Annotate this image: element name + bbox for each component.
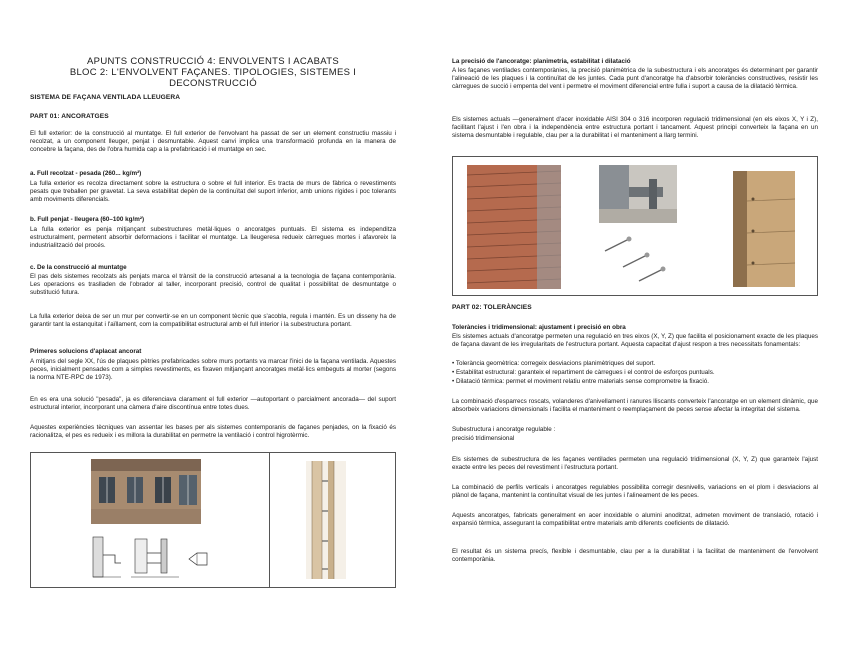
brick-facade-photo <box>467 165 561 289</box>
anchor-bolts-drawing <box>599 231 677 291</box>
paragraph-experiencies: Aquestes experiències tècniques van assentar les bases per als sistemes contemporanis de façanes penjades, on la fixació és racionalitza, el pes es redueix i es millora la durabilitat en permetre la ventilació i control higrotèrmic. <box>30 424 396 440</box>
anchor-detail-drawing-3 <box>187 549 211 569</box>
paragraph-component: La fulla exterior deixa de ser un mur per convertir-se en un component tècnic que s'acobla, regula i mantén. Es un disseny ha de garantir tant la estanquitat i l'aïllament, com la compatibilitat estructural amb el full interior i la subestructura portant. <box>30 313 396 329</box>
anchor-detail-drawing-1 <box>91 535 125 581</box>
subheading-primeres: Primeres solucions d'aplacat ancorat <box>30 348 142 355</box>
paragraph-pesada: En es era una solució "pesada", ja es diferenciava clarament el full exterior —autoportant o parcialment ancorada— del suport estructural interior, incorporant una càmera d'aire discontínua entre totes dues. <box>30 396 396 412</box>
paragraph-primeres: A mitjans del segle XX, l'ús de plaques pètries prefabricades sobre murs portants va marcar l'inici de la façana ventilada. Aquestes peces, inicialment pensades com a simples revestiments, es fixaven mitjançant ancoratges metàl·lics embeguts al morter (segons la norma NTE-RPC de 1973). <box>30 358 396 382</box>
figure-panel-right <box>452 156 818 296</box>
section-heading: SISTEMA DE FAÇANA VENTILADA LLEUGERA <box>30 94 181 101</box>
part2-heading: PART 02: TOLERÀNCIES <box>452 304 532 311</box>
bullet-3: • Dilatació tèrmica: permet el moviment relatiu entre materials sense comprometre la fixació. <box>452 378 709 385</box>
part-heading: PART 01: ANCORATGES <box>30 113 109 120</box>
figure-divider <box>269 453 270 587</box>
intro-paragraph: El full exterior: de la construcció al muntatge. El full exterior de l'envolvant ha passat de ser un element constructiu massiu i recolzat, a un component lleuger, penjat i desmuntable. Aquest canvi implica una transformació profunda en la manera de concebre la façana, des de l'obra humida cap a la prefabricació i el muntatge en sec. <box>30 130 396 154</box>
tolerancies-heading: Toleràncies i tridimensional: ajustament i precisió en obra <box>452 324 626 331</box>
sistemes-paragraph: Els sistemes actuals —generalment d'acer inoxidable AISI 304 o 316 incorporen regulació tridimensional (en els eixos X, Y i Z), facilitant l'ajust i l'en obra i la independència entre estructura portant i tancament. Aquest principi converteix la façana en un sistema desmuntable i regulable, clau per a la durabilitat i el manteniment a llarg termini. <box>452 116 818 140</box>
subheading-c: c. De la construcció al muntatge <box>30 264 127 271</box>
combinacio-paragraph: La combinació d'esparrecs roscats, volanderes d'anivellament i ranures lliscants converteix l'ancoratge en un element dinàmic, que absorbeix variacions dimensionals i facilita el manteniment o reemplaçament de peces sense afectar la integritat del sistema. <box>452 398 818 414</box>
ancoratges-paragraph: Aquests ancoratges, fabricats generalment en acer inoxidable o alumini anoditzat, admeten moviment de translació, rotació i expansió tèrmica, assegurant la compatibilitat entre materials amb diferents coeficients de dilatació. <box>452 512 818 528</box>
tolerancies-paragraph: Els sistemes actuals d'ancoratge permeten una regulació en tres eixos (X, Y, Z) que facilita el posicionament exacte de les plaques de façana davant de les irregularitats de l'estructura portant. Aquesta capacitat d'ajust respon a tres necessitats fonamentals: <box>452 333 818 349</box>
section-detail-drawing <box>306 461 346 579</box>
stone-cladding-photo <box>733 171 795 287</box>
document-subtitle: BLOC 2: L'ENVOLVENT FAÇANES. TIPOLOGIES, SISTEMES I DECONSTRUCCIÓ <box>69 67 357 89</box>
bullet-2: • Estabilitat estructural: garanteix el repartiment de càrregues i el control de esforços puntuals. <box>452 369 715 376</box>
metal-anchor-photo <box>599 165 677 223</box>
left-column <box>30 0 396 440</box>
precisio-paragraph: A les façanes ventilades contemporànies, la precisió planimètrica de la subestructura i els ancoratges és determinant per garantir l'alineació de les plaques i la continuïtat de les juntes. Cada punt d'ancoratge ha d'absorbir toleràncies constructives, resistir les càrregues de succió i empenta del vent i permetre el moviment diferencial entre fulla i suport a causa de la dilatació tèrmica. <box>452 67 818 91</box>
paragraph-a: La fulla exterior es recolza directament sobre la estructura o sobre el full interior. Es tracta de murs de fàbrica o revestiments pesats que treballen per gravetat. La seva estabilitat depèn de la continuïtat del suport inferior, amb unions rígides i poc tolerants amb moviments diferencials. <box>30 180 396 204</box>
subheading-b: b. Full penjat - lleugera (60–100 kg/m²) <box>30 216 145 223</box>
perfils-paragraph: La combinació de perfils verticals i ancoratges regulables possibilita corregir desnivells, variacions en el plom i desviacions al plànol de façana, mantenint la continuïtat visual de les juntes i l'alineament de les peces. <box>452 484 818 500</box>
document-title: APUNTS CONSTRUCCIÓ 4: ENVOLVENTS I ACABATS <box>87 56 339 67</box>
paragraph-b: La fulla exterior es penja mitjançant subestructures metàl·liques o ancoratges puntuals. El sistema es independitza estructuralment, permetent absorbir deformacions i facilitar el muntatge. La lleugeresa redueix càrregues mortes i afavoreix la industrialització del procés. <box>30 226 396 250</box>
figure-panel-left <box>30 452 396 588</box>
paragraph-c: El pas dels sistemes recolzats als penjats marca el trànsit de la construcció artesanal a la tecnologia de façana contemporània. Les operacions es traslladen de l'obrador al taller, incorporant precisió, control de qualitat i possibilitat de desmuntatge o substitució futura. <box>30 273 396 297</box>
subestructura-line1: Subestructura i ancoratge regulable : <box>452 426 556 433</box>
subestructura-paragraph: Els sistemes de subestructura de les façanes ventilades permeten una regulació tridimensional (X, Y, Z) que garanteix l'ajust exacte entre les peces del revestiment i l'estructura portant. <box>452 456 818 472</box>
precisio-heading: La precisió de l'ancoratge: planimetria, estabilitat i dilatació <box>452 58 631 65</box>
historic-facade-photo <box>91 459 201 524</box>
subestructura-line2: precisió tridimensional <box>452 435 515 442</box>
subheading-a: a. Full recolzat - pesada (260... kg/m²) <box>30 170 142 177</box>
bullet-1: • Tolerància geomètrica: corregeix desviacions planimètriques del suport. <box>452 360 656 367</box>
resultat-paragraph: El resultat és un sistema precís, flexible i desmuntable, clau per a la durabilitat i la facilitat de manteniment de l'envolvent contemporània. <box>452 548 818 564</box>
anchor-detail-drawing-2 <box>131 535 181 581</box>
